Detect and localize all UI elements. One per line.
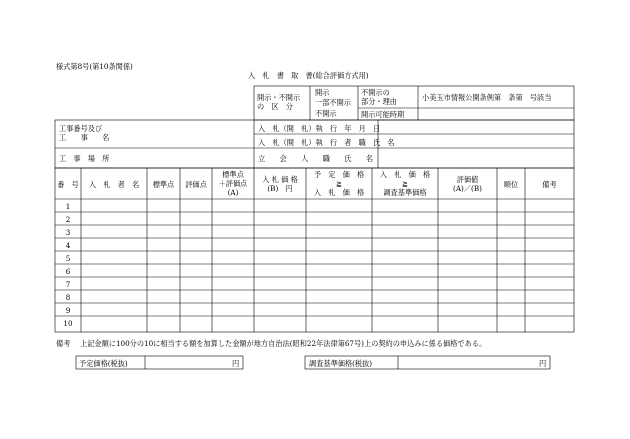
row-number: 9 xyxy=(65,306,71,315)
header-evaluation-points: 評価点 xyxy=(185,180,207,189)
row-number: 5 xyxy=(65,254,71,263)
row-number: 8 xyxy=(65,293,71,302)
planned-price-label: 予定価格(税抜) xyxy=(79,359,128,368)
disclosure-reason-value: 小美玉市情報公開条例第 条第 号該当 xyxy=(422,93,552,102)
disclosure-period-label: 開示可能時期 xyxy=(361,110,405,119)
row-number: 3 xyxy=(65,228,71,237)
disclosure-option-partial: 一部不開示 xyxy=(315,98,351,107)
remarks-label: 備考 xyxy=(56,339,71,348)
header-evaluation-value: 評価値 (A)／(B) xyxy=(453,175,482,193)
form-number: 様式第8号(第10条関係) xyxy=(56,62,133,71)
header-planned-vs-bid: 予 定 価 格 ≧ 入 札 価 格 xyxy=(313,170,365,197)
location-label: 工 事 場 所 xyxy=(59,154,110,163)
page-title: 入 札 書 取 書(総合評価方式用) xyxy=(248,71,369,80)
header-bid-vs-survey: 入 札 価 格 ≧ 調査基準価格 xyxy=(379,170,431,197)
header-standard-points: 標準点 xyxy=(152,180,175,189)
row-number: 10 xyxy=(63,319,73,328)
row-number: 2 xyxy=(65,215,71,224)
row-number: 4 xyxy=(65,241,71,250)
disclosure-reason-label: 不開示の 部分・理由 xyxy=(361,88,397,106)
planned-price-unit: 円 xyxy=(232,359,240,368)
header-bid-price: 入 札 価 格 (B) 円 xyxy=(262,175,298,193)
header-no: 番 号 xyxy=(57,180,79,189)
survey-price-label: 調査基準価格(税抜) xyxy=(309,359,373,368)
survey-price-unit: 円 xyxy=(539,359,547,368)
row-number: 1 xyxy=(65,202,71,211)
header-note: 備考 xyxy=(542,180,557,189)
row-number: 7 xyxy=(65,280,71,289)
witness-label: 立 会 人 職 氏 名 xyxy=(258,154,374,163)
disclosure-category-label: 開示・不開示 の 区 分 xyxy=(257,93,301,111)
header-rank: 順位 xyxy=(503,180,519,189)
project-no-label: 工事番号及び 工 事 名 xyxy=(59,124,110,142)
date-label: 入 札（開 札）執 行 年 月 日 xyxy=(258,124,381,133)
disclosure-option-open: 開示 xyxy=(315,88,330,97)
disclosure-option-closed: 不開示 xyxy=(315,109,337,118)
executor-label: 入 札（開 札）執 行 者 職 氏 名 xyxy=(258,138,395,147)
header-bidder: 入 札 者 名 xyxy=(88,180,140,189)
header-total-points: 標準点 ＋評価点 (A) xyxy=(218,170,248,197)
row-number: 6 xyxy=(65,267,71,276)
remarks-text: 上記金額に100分の10に相当する額を加算した金額が地方自治法(昭和22年法律第67号)上の契約の申込みに係る価格である。 xyxy=(80,339,487,348)
